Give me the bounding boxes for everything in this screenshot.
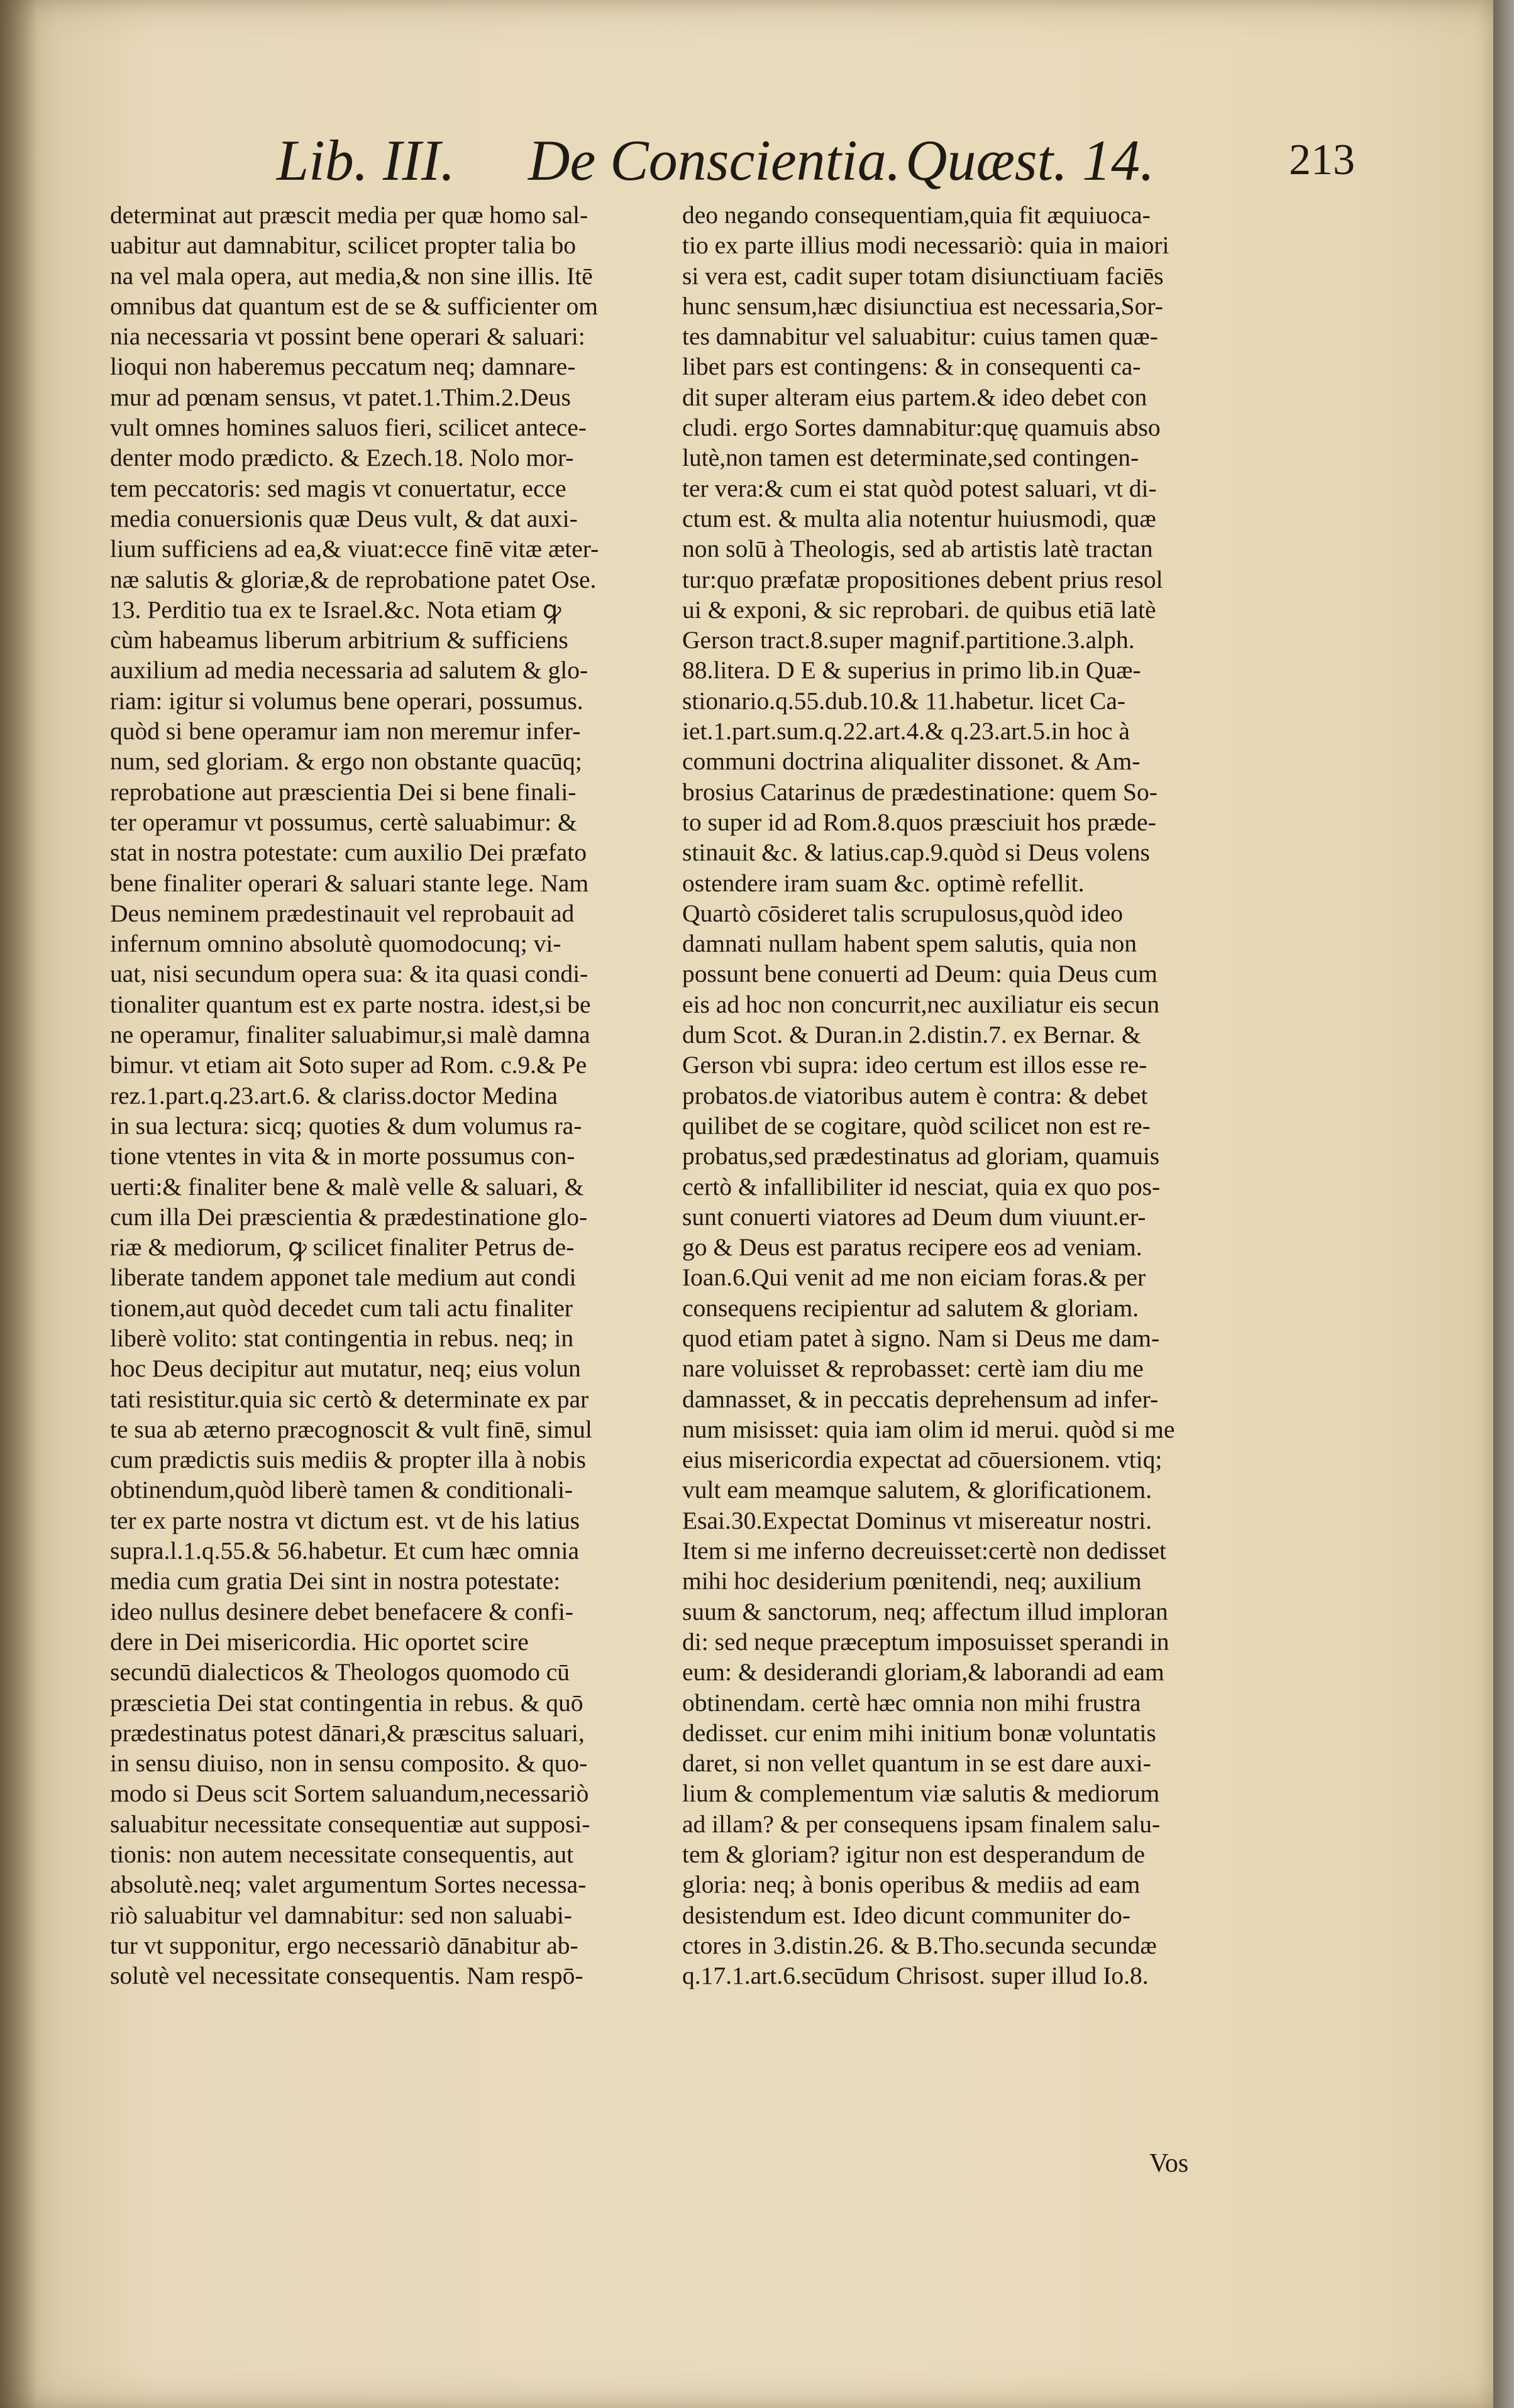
text-line: dedisset. cur enim mihi initium bonæ voluntatis	[682, 1718, 1156, 1747]
text-line: tem & gloriam? igitur non est desperandum de	[682, 1840, 1146, 1869]
text-line: obtinendum,quòd liberè tamen & conditionali-	[110, 1476, 573, 1504]
text-line: quilibet de se cogitare, quòd scilicet non est re-	[682, 1111, 1151, 1140]
text-line: mur ad pœnam sensus, vt patet.1.Thim.2.Deus	[110, 383, 571, 411]
text-line: lutè,non tamen est determinate,sed contingen-	[682, 444, 1139, 472]
text-line: hoc Deus decipitur aut mutatur, neq; eius volun	[110, 1355, 581, 1383]
text-line: num misisset: quia iam olim id merui. quòd si me	[682, 1415, 1175, 1443]
text-line: na vel mala opera, aut media,& non sine illis. Itē	[110, 261, 593, 290]
text-line: solutè vel necessitate consequentis. Nam respō-	[110, 1962, 583, 1990]
text-line: tur vt supponitur, ergo necessariò dānabitur ab-	[110, 1931, 578, 1959]
text-line: sunt conuerti viatores ad Deum dum viuunt.er-	[682, 1202, 1146, 1231]
text-line: omnibus dat quantum est de se & sufficienter om	[110, 292, 598, 320]
text-line: media cum gratia Dei sint in nostra potestate:	[110, 1567, 561, 1595]
text-line: ad illam? & per consequens ipsam finalem salu-	[682, 1810, 1161, 1838]
text-line: ostendere iram suam &c. optimè refellit.	[682, 869, 1085, 897]
text-line: tionem,aut quòd decedet cum tali actu finaliter	[110, 1294, 573, 1322]
text-line: riò saluabitur vel damnabitur: sed non saluabi-	[110, 1901, 572, 1929]
text-line: deo negando consequentiam,quia fit æquiuoca-	[682, 201, 1151, 229]
text-line: eis ad hoc non concurrit,nec auxiliatur eis secun	[682, 990, 1160, 1018]
text-line: præscietia Dei stat contingentia in rebus. & quō	[110, 1688, 583, 1717]
text-line: iet.1.part.sum.q.22.art.4.& q.23.art.5.in hoc à	[682, 717, 1130, 745]
text-line: tio ex parte illius modi necessariò: quia in maiori	[682, 231, 1169, 260]
text-line: ctum est. & multa alia notentur huiusmodi, quæ	[682, 504, 1156, 532]
text-line: cum prædictis suis mediis & propter illa à nobis	[110, 1446, 586, 1474]
text-line: dere in Dei misericordia. Hic oportet scire	[110, 1627, 529, 1656]
text-line: Ioan.6.Qui venit ad me non eiciam foras.& per	[682, 1263, 1146, 1292]
text-line: vult omnes homines saluos fieri, scilicet antece-	[110, 414, 587, 442]
text-line: uabitur aut damnabitur, scilicet propter talia bo	[110, 231, 576, 260]
text-line: obtinendam. certè hæc omnia non mihi frustra	[682, 1688, 1141, 1717]
text-line: non solū à Theologis, sed ab artistis latè tractan	[682, 535, 1153, 563]
text-line: secundū dialecticos & Theologos quomodo cū	[110, 1658, 570, 1686]
page-edge-shadow	[1493, 0, 1514, 2408]
text-line: modo si Deus scit Sortem saluandum,necessariò	[110, 1779, 589, 1808]
header-title: De Conscientia.	[528, 128, 901, 192]
text-line: absolutè.neq; valet argumentum Sortes necessa-	[110, 1871, 587, 1899]
text-line: prædestinatus potest dānari,& præscitus saluari,	[110, 1718, 585, 1747]
text-line: auxilium ad media necessaria ad salutem & glo-	[110, 656, 588, 684]
text-line: probatus,sed prædestinatus ad gloriam, quamuis	[682, 1142, 1160, 1170]
text-line: cludi. ergo Sortes damnabitur:quę quamuis abso	[682, 414, 1161, 442]
text-line: brosius Catarinus de prædestinatione: quem So-	[682, 778, 1158, 806]
text-line: ctores in 3.distin.26. & B.Tho.secunda secundæ	[682, 1931, 1157, 1959]
text-line: ui & exponi, & sic reprobari. de quibus etiā latè	[682, 595, 1156, 624]
text-line: mihi hoc desiderium pœnitendi, neq; auxilium	[682, 1567, 1142, 1595]
text-line: Quartò cōsideret talis scrupulosus,quòd ideo	[682, 899, 1123, 927]
text-line: ne operamur, finaliter saluabimur,si malè damna	[110, 1021, 590, 1049]
text-line: bene finaliter operari & saluari stante lege. Nam	[110, 869, 589, 897]
text-line: damnati nullam habent spem salutis, quia non	[682, 930, 1137, 958]
text-line: media conuersionis quæ Deus vult, & dat auxi-	[110, 504, 578, 532]
text-line: liberate tandem apponet tale medium aut condi	[110, 1263, 577, 1292]
text-line: rez.1.part.q.23.art.6. & clariss.doctor Medina	[110, 1081, 558, 1109]
right-text-column	[682, 200, 1235, 1991]
text-line: stat in nostra potestate: cum auxilio Dei præfato	[110, 838, 587, 867]
text-line: riæ & mediorum, ꝙ scilicet finaliter Petrus de-	[110, 1233, 575, 1262]
text-line: si vera est, cadit super totam disiunctiuam faciēs	[682, 261, 1164, 290]
text-line: dit super alteram eius partem.& ideo debet con	[682, 383, 1147, 411]
text-line: liberè volito: stat contingentia in rebus. neq; in	[110, 1324, 574, 1352]
text-line: Gerson tract.8.super magnif.partitione.3.alph.	[682, 626, 1135, 654]
text-line: to super id ad Rom.8.quos præsciuit hos præde-	[682, 808, 1156, 836]
page-number: 213	[1289, 136, 1355, 184]
text-line: næ salutis & gloriæ,& de reprobatione patet Ose.	[110, 565, 597, 593]
text-line: stinauit &c. & latius.cap.9.quòd si Deus volens	[682, 838, 1150, 867]
text-line: Item si me inferno decreuisset:certè non dedisset	[682, 1537, 1166, 1565]
text-line: consequens recipientur ad salutem & gloriam.	[682, 1294, 1139, 1322]
text-line: determinat aut præscit media per quæ homo sal-	[110, 201, 588, 229]
text-line: gloria: neq; à bonis operibus & mediis ad eam	[682, 1871, 1141, 1899]
text-line: supra.l.1.q.55.& 56.habetur. Et cum hæc omnia	[110, 1537, 579, 1565]
text-line: Deus neminem prædestinauit vel reprobauit ad	[110, 899, 575, 927]
header-question: Quæst. 14.	[905, 128, 1155, 192]
text-line: probatos.de viatoribus autem è contra: & debet	[682, 1081, 1148, 1109]
text-line: di: sed neque præceptum imposuisset sperandi in	[682, 1627, 1169, 1656]
text-line: tionaliter quantum est ex parte nostra. idest,si be	[110, 990, 591, 1018]
text-line: denter modo prædicto. & Ezech.18. Nolo mor-	[110, 444, 574, 472]
text-line: tati resistitur.quia sic certò & determinate ex par	[110, 1385, 589, 1413]
text-line: tem peccatoris: sed magis vt conuertatur, ecce	[110, 474, 566, 502]
text-line: ideo nullus desinere debet benefacere & confi-	[110, 1597, 573, 1625]
running-header	[277, 126, 1355, 195]
text-line: ter ex parte nostra vt dictum est. vt de his latius	[110, 1506, 580, 1534]
text-line: te sua ab æterno præcognoscit & vult finē, simul	[110, 1415, 592, 1443]
text-line: lioqui non haberemus peccatum neq; damnare-	[110, 353, 576, 381]
text-line: eius misericordia expectat ad cōuersionem. vtiq;	[682, 1446, 1163, 1474]
text-line: Gerson vbi supra: ideo certum est illos esse re-	[682, 1051, 1147, 1079]
text-line: in sensu diuiso, non in sensu composito. & quo-	[110, 1749, 588, 1778]
text-line: Esai.30.Expectat Dominus vt misereatur nostri.	[682, 1506, 1152, 1534]
catchword: Vos	[1149, 2149, 1189, 2178]
text-line: quod etiam patet à signo. Nam si Deus me dam-	[682, 1324, 1160, 1352]
gutter-shadow	[0, 0, 38, 2408]
text-line: libet pars est contingens: & in consequenti ca-	[682, 353, 1141, 381]
text-line: saluabitur necessitate consequentiæ aut supposi-	[110, 1810, 590, 1838]
text-line: stionario.q.55.dub.10.& 11.habetur. licet Ca-	[682, 686, 1126, 715]
text-line: uat, nisi secundum opera sua: & ita quasi condi-	[110, 960, 588, 988]
text-line: certò & infallibiliter id nesciat, quia ex quo pos-	[682, 1172, 1161, 1201]
text-line: 88.litera. D E & superius in primo lib.in Quæ-	[682, 656, 1141, 684]
text-line: tes damnabitur vel saluabitur: cuius tamen quæ-	[682, 322, 1158, 351]
text-line: nare voluisset & reprobasset: certè iam diu me	[682, 1355, 1144, 1383]
text-line: vult eam meamque salutem, & glorificationem.	[682, 1476, 1152, 1504]
text-line: bimur. vt etiam ait Soto super ad Rom. c.9.& Pe	[110, 1051, 587, 1079]
text-line: communi doctrina aliqualiter dissonet. & Am-	[682, 747, 1141, 776]
text-line: damnasset, & in peccatis deprehensum ad infer-	[682, 1385, 1159, 1413]
text-line: riam: igitur si volumus bene operari, possumus.	[110, 686, 583, 715]
text-line: lium & complementum viæ salutis & mediorum	[682, 1779, 1160, 1808]
text-line: possunt bene conuerti ad Deum: quia Deus cum	[682, 960, 1158, 988]
text-line: eum: & desiderandi gloriam,& laborandi ad eam	[682, 1658, 1164, 1686]
text-line: q.17.1.art.6.secūdum Chrisost. super illud Io.8.	[682, 1962, 1149, 1990]
text-line: tione vtentes in vita & in morte possumus con-	[110, 1142, 575, 1170]
text-line: hunc sensum,hæc disiunctiua est necessaria,Sor-	[682, 292, 1163, 320]
text-line: daret, si non vellet quantum in se est dare auxi-	[682, 1749, 1151, 1778]
text-line: quòd si bene operamur iam non meremur infer-	[110, 717, 581, 745]
text-line: ter operamur vt possumus, certè saluabimur: &	[110, 808, 577, 836]
text-line: tur:quo præfatæ propositiones debent prius resol	[682, 565, 1163, 593]
text-line: lium sufficiens ad ea,& viuat:ecce finē vitæ æter-	[110, 535, 599, 563]
left-text-column	[110, 200, 663, 1991]
text-line: uerti:& finaliter bene & malè velle & saluari, &	[110, 1172, 584, 1201]
text-line: nia necessaria vt possint bene operari & saluari:	[110, 322, 585, 351]
text-line: tionis: non autem necessitate consequentis, aut	[110, 1840, 574, 1869]
text-line: cùm habeamus liberum arbitrium & sufficiens	[110, 626, 568, 654]
text-line: go & Deus est paratus recipere eos ad veniam.	[682, 1233, 1142, 1262]
text-line: in sua lectura: sicq; quoties & dum volumus ra-	[110, 1111, 582, 1140]
text-line: ter vera:& cum ei stat quòd potest saluari, vt di-	[682, 474, 1157, 502]
text-line: reprobatione aut præscientia Dei si bene finali-	[110, 778, 577, 806]
header-book: Lib. III.	[277, 128, 455, 192]
text-line: num, sed gloriam. & ergo non obstante quacūq;	[110, 747, 582, 776]
text-line: desistendum est. Ideo dicunt communiter do-	[682, 1901, 1131, 1929]
text-line: 13. Perditio tua ex te Israel.&c. Nota etiam ꝙ	[110, 595, 561, 624]
text-line: suum & sanctorum, neq; affectum illud imploran	[682, 1597, 1168, 1625]
text-line: infernum omnino absolutè quomodocunq; vi-	[110, 930, 561, 958]
text-line: cum illa Dei præscientia & prædestinatione glo-	[110, 1202, 588, 1231]
text-line: dum Scot. & Duran.in 2.distin.7. ex Bernar. &	[682, 1021, 1141, 1049]
